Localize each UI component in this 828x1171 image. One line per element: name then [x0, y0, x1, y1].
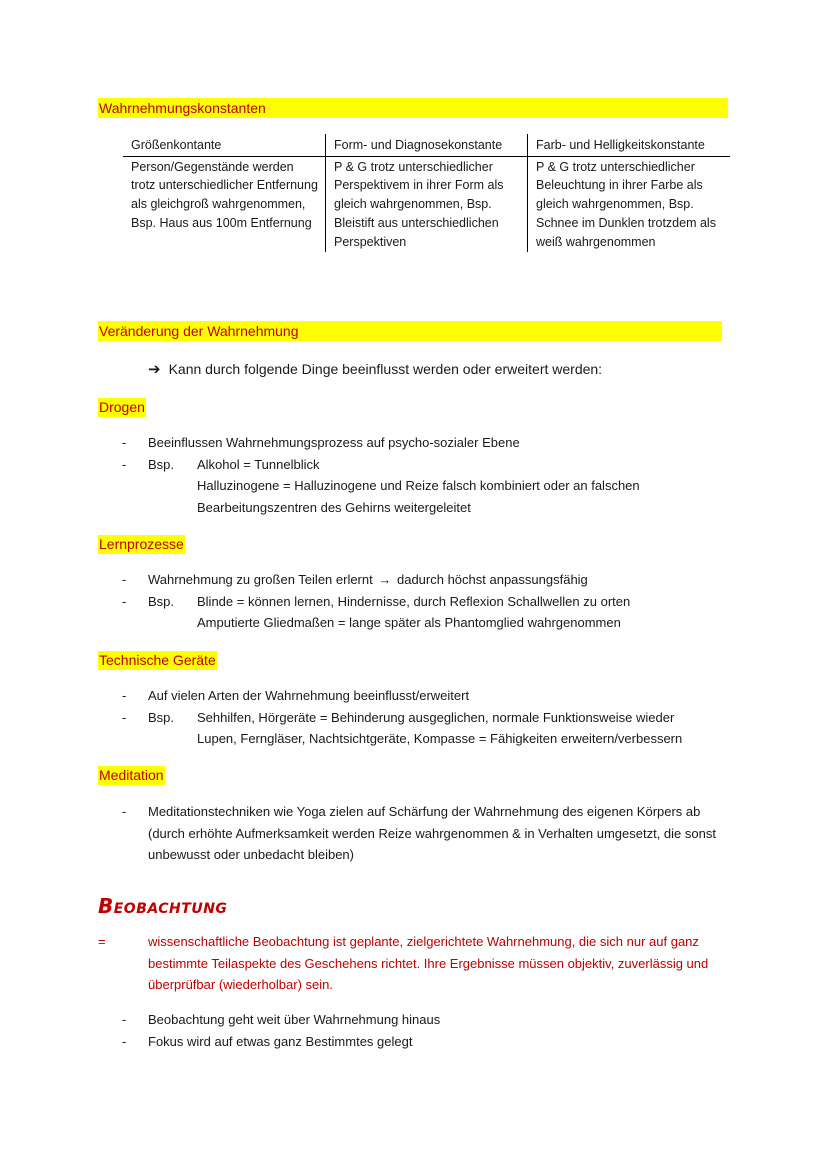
- table-header-cell: Farb- und Helligkeitskonstante: [528, 134, 731, 156]
- example-text: Halluzinogene = Halluzinogene und Reize falsch kombiniert oder an falschen Bearbeitungszentren des Gehirns weitergeleitet: [197, 478, 640, 515]
- example-text: Sehhilfen, Hörgeräte = Behinderung ausgeglichen, normale Funktionsweise wieder: [197, 709, 675, 725]
- list-item-text: Wahrnehmung zu großen Teilen erlernt: [148, 572, 373, 587]
- beobachtung-list: [122, 1009, 732, 1052]
- meditation-list: [122, 801, 727, 866]
- dash-bullet: -: [122, 593, 127, 609]
- list-item-text: Auf vielen Arten der Wahrnehmung beeinflusst/erweitert: [148, 688, 470, 703]
- konstanten-table: [123, 134, 730, 252]
- example-text: Amputierte Gliedmaßen = lange später als Phantomglied wahrgenommen: [197, 615, 621, 630]
- table-row: [123, 156, 730, 252]
- technische-geraete-list: [122, 685, 732, 750]
- dash-bullet: -: [122, 456, 127, 472]
- list-item-text: Beobachtung geht weit über Wahrnehmung hinaus: [148, 1012, 441, 1027]
- list-item: [122, 432, 732, 454]
- list-item: [122, 801, 727, 866]
- bsp-label: Bsp.: [148, 593, 175, 609]
- bsp-label: Bsp.: [148, 456, 175, 472]
- list-item: [122, 707, 732, 750]
- dash-bullet: -: [122, 709, 127, 725]
- list-item-text: Beeinflussen Wahrnehmungsprozess auf psycho-sozialer Ebene: [148, 435, 520, 450]
- table-cell: Person/Gegenstände werden trotz unterschiedlicher Entfernung als gleichgroß wahrgenommen, Bsp. Haus aus 100m Entfernung: [131, 159, 318, 230]
- list-item: [122, 685, 732, 707]
- heading-wahrnehmungskonstanten: Wahrnehmungskonstanten: [98, 98, 728, 118]
- drogen-list: [122, 432, 732, 518]
- example-text: Blinde = können lernen, Hindernisse, durch Reflexion Schallwellen zu orten: [197, 593, 631, 609]
- table-header-cell: Größenkontante: [123, 134, 326, 156]
- list-item: [122, 454, 732, 519]
- table-header-cell: Form- und Diagnosekonstante: [326, 134, 528, 156]
- definition-text: wissenschaftliche Beobachtung ist geplante, zielgerichtete Wahrnehmung, die sich nur auf ganz bestimmte Teilaspekte des Geschehens richtet. Ihre Ergebnisse müssen objektiv, zuverlässig und überprüfbar (wiederholbar) sein.: [148, 934, 709, 992]
- arrow-intro-text: Kann durch folgende Dinge beeinflusst werden oder erweitert werden:: [168, 361, 603, 377]
- bsp-label: Bsp.: [148, 709, 175, 725]
- table-header-row: [123, 134, 730, 156]
- arrow-intro-line: [148, 359, 602, 381]
- beobachtung-definition: [98, 931, 738, 996]
- list-item-text: Fokus wird auf etwas ganz Bestimmtes gelegt: [148, 1033, 413, 1049]
- dash-bullet: -: [122, 1033, 127, 1049]
- list-item: [122, 591, 732, 634]
- example-text: Alkohol = Tunnelblick: [197, 456, 320, 472]
- heading-lernprozesse: Lernprozesse: [99, 536, 184, 552]
- heading-drogen: Drogen: [99, 399, 145, 415]
- lernprozesse-list: [122, 569, 732, 634]
- example-text: Lupen, Ferngläser, Nachtsichtgeräte, Kompasse = Fähigkeiten erweitern/verbessern: [197, 731, 683, 746]
- table-cell: P & G trotz unterschiedlicher Perspektivem in ihrer Form als gleich wahrgenommen, Bsp. Bleistift aus unterschiedlichen Perspektiven: [326, 156, 528, 252]
- arrow-right-icon: ➔: [148, 361, 161, 378]
- list-item: [122, 1031, 732, 1053]
- equals-sign: =: [98, 934, 106, 949]
- dash-bullet: -: [122, 688, 127, 703]
- dash-bullet: -: [122, 572, 127, 587]
- arrow-right-icon: →: [378, 572, 392, 587]
- dash-bullet: -: [122, 804, 127, 819]
- table-cell: P & G trotz unterschiedlicher Beleuchtung in ihrer Farbe als gleich wahrgenommen, Bsp. Schnee im Dunklen trotzdem als weiß wahrgenommen: [528, 156, 731, 252]
- list-item: [122, 1009, 732, 1031]
- dash-bullet: -: [122, 435, 127, 450]
- heading-meditation: Meditation: [99, 767, 164, 783]
- dash-bullet: -: [122, 1012, 127, 1027]
- heading-veraenderung: Veränderung der Wahrnehmung: [98, 321, 722, 341]
- list-item: [122, 569, 732, 591]
- list-item-text: Meditationstechniken wie Yoga zielen auf Schärfung der Wahrnehmung des eigenen Körpers ab (durch erhöhte Aufmerksamkeit werden Reize wahrgenommen & in Verhalten umgesetzt, die sonst unbewusst oder unbedacht bleiben): [148, 804, 716, 862]
- list-item-text: dadurch höchst anpassungsfähig: [396, 572, 588, 587]
- heading-technische-geraete: Technische Geräte: [99, 652, 216, 668]
- heading-beobachtung: Beobachtung: [98, 894, 228, 918]
